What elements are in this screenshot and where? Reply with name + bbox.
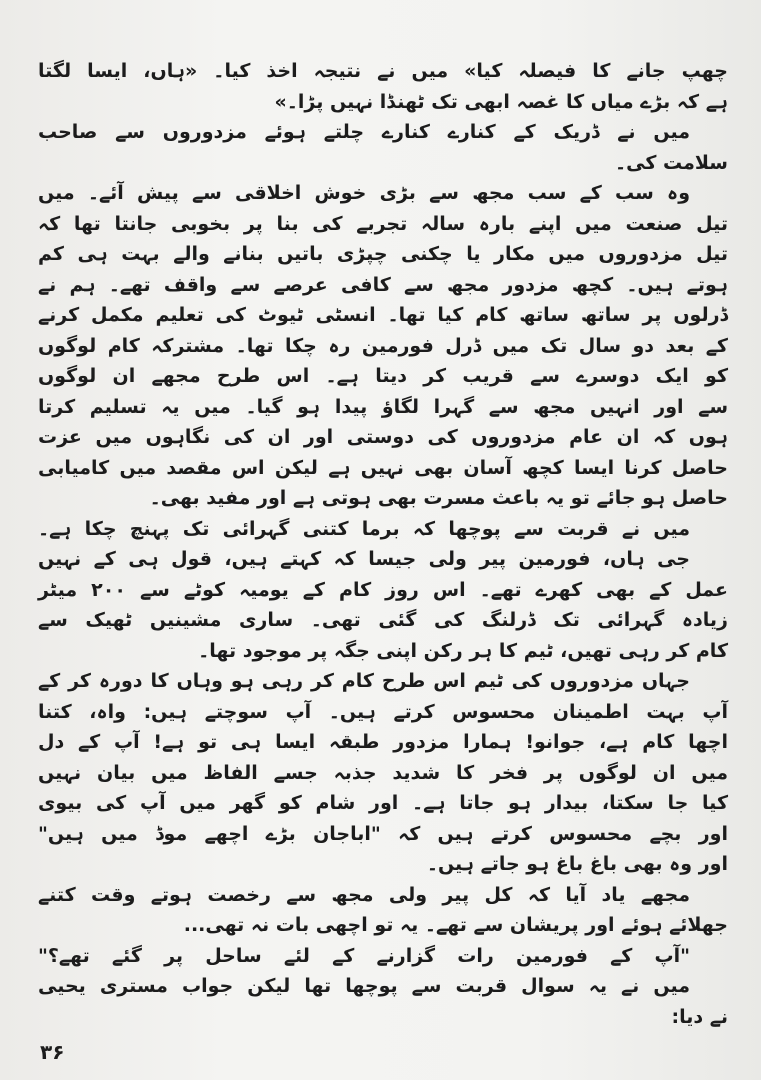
text-line: سلامت کی۔ (614, 151, 728, 174)
text-line: ہے کہ بڑے میاں کا غصہ ابھی تک ٹھنڈا نہیں پڑا۔» (274, 90, 728, 113)
text-line: کام کر رہی تھیں، ٹیم کا ہر رکن اپنی جگہ پر موجود تھا۔ (198, 639, 728, 662)
text-line: جی ہاں، فورمین پیر ولی جیسا کہ کہتے ہیں، قول ہی کے نہیں (38, 548, 690, 570)
text-line: حاصل ہو جائے تو یہ باعث مسرت بھی ہوتی ہے اور مفید بھی۔ (149, 487, 728, 509)
book-page-text (38, 56, 729, 1028)
text-line: حاصل کرنا ایسا کچھ آسان بھی نہیں ہے لیکن اس مقصد میں کامیابی (38, 456, 728, 479)
text-line: تیل مزدوروں میں مکار یا چکنی چپڑی باتیں بنانے والے بہت ہی کم (38, 243, 728, 265)
text-line: کیا جا سکتا، بیدار ہو جاتا ہے۔ اور شام کو گھر میں آپ کی بیوی (38, 792, 728, 814)
text-line: اور بچے محسوس کرتے ہیں کہ "اباجان بڑے اچھے موڈ میں ہیں" (38, 822, 728, 845)
text-line: نے دیا: (671, 1005, 728, 1028)
text-line: اچھا کام ہے، جوانو! ہمارا مزدور طبقہ ایسا ہی تو ہے! آپ کے دل (38, 731, 728, 753)
text-line: جہاں مزدوروں کی ٹیم اس طرح کام کر رہی ہو وہاں کا دورہ کر کے (38, 670, 690, 692)
text-line: زیادہ گہرائی تک ڈرلنگ کی گئی تھی۔ ساری مشینیں ٹھیک سے (38, 609, 728, 631)
text-line: اور وہ بھی باغ باغ ہو جاتے ہیں۔ (426, 853, 728, 875)
text-line: "آپ کے فورمین رات گزارنے کے لئے ساحل پر گئے تھے؟" (38, 944, 690, 967)
text-line: میں نے یہ سوال قربت سے پوچھا تھا لیکن جواب مستری یحیی (38, 975, 690, 997)
text-line: عمل کے بھی کھرے تھے۔ اس روز کام کے یومیہ کوٹے سے ۲۰۰ میٹر (38, 578, 729, 601)
text-line: ہوں کہ ان عام مزدوروں کی دوستی اور ان کی نگاہوں میں عزت (38, 426, 728, 448)
text-line: سے اور انہیں مجھ سے گہرا لگاؤ پیدا ہو گیا۔ میں یہ تسلیم کرتا (38, 395, 728, 418)
text-line: میں نے ڈریک کے کنارے کنارے چلتے ہوئے مزدوروں سے صاحب (38, 121, 690, 143)
text-line: میں ان لوگوں پر فخر کا شدید جذبہ جسے الفاظ میں بیان نہیں (38, 761, 728, 784)
text-line: چھپ جانے کا فیصلہ کیا» میں نے نتیجہ اخذ کیا۔ «ہاں، ایسا لگتا (38, 60, 728, 82)
text-line: کے بعد دو سال تک میں ڈرل فورمین رہ چکا تھا۔ مشترکہ کام لوگوں (38, 334, 728, 357)
text-line: جھلائے ہوئے اور پریشان سے تھے۔ یہ تو اچھی بات نہ تھی... (183, 914, 728, 936)
text-line: کو ایک دوسرے سے قریب کر دیتا ہے۔ اس طرح مجھے ان لوگوں (38, 365, 728, 387)
text-line: ہوتے ہیں۔ کچھ مزدور مجھ سے کافی عرصے سے واقف تھے۔ ہم نے (38, 273, 728, 296)
text-line: میں نے قربت سے پوچھا کہ برما کتنی گہرائی تک پہنچ چکا ہے۔ (38, 517, 690, 540)
page-number: ۳۶ (40, 1040, 65, 1064)
text-line: ڈرلوں پر ساتھ ساتھ کام کیا تھا۔ انسٹی ٹیوٹ کی تعلیم مکمل کرنے (38, 304, 728, 326)
text-line: مجھے یاد آیا کہ کل پیر ولی مجھ سے رخصت ہوتے وقت کتنے (38, 883, 690, 906)
text-line: وہ سب کے سب مجھ سے بڑی خوش اخلاقی سے پیش آئے۔ میں (38, 182, 690, 204)
text-line: آپ بہت اطمینان محسوس کرتے ہیں۔ آپ سوچتے ہیں: واہ، کتنا (38, 700, 728, 723)
text-line: تیل صنعت میں اپنے بارہ سالہ تجربے کی بنا پر بخوبی جانتا تھا کہ (38, 212, 728, 235)
